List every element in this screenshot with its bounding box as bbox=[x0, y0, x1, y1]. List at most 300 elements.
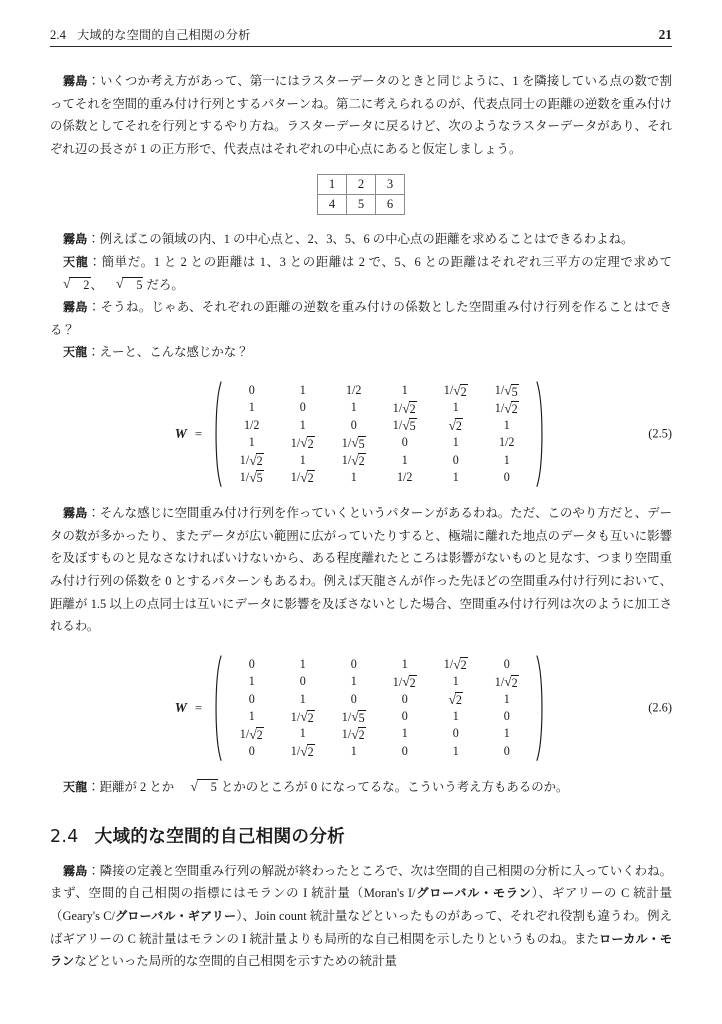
dialogue-text: ）、Join count 統計量などといったものがあって、それぞれ役割も違うわ。例えばギアリーの C 統計量はモランの I 統計量よりも局所的な自己相関を示したりというものね。また bbox=[50, 908, 672, 946]
sqrt-expression bbox=[249, 453, 263, 468]
left-paren-icon bbox=[211, 381, 222, 487]
matrix-cell bbox=[379, 434, 430, 451]
dialogue-paragraph-8 bbox=[50, 860, 672, 973]
fraction-one-over-sqrt: 1/ √ 2 bbox=[443, 657, 467, 673]
fraction-one-over-sqrt: 1/ √ 2 bbox=[290, 709, 314, 725]
matrix-value: 1 bbox=[401, 382, 408, 397]
radical-sign-icon: √ bbox=[504, 383, 512, 399]
fraction-one-over-sqrt: 1/ √ 2 bbox=[239, 452, 263, 469]
raster-grid-table bbox=[317, 174, 405, 215]
matrix-value: 0 bbox=[299, 400, 306, 415]
matrix-value: 1/2 bbox=[345, 382, 362, 397]
speaker-name: 天龍 bbox=[63, 345, 88, 360]
dialogue-text: 距離が 2 とか bbox=[99, 780, 178, 795]
matrix-cell bbox=[277, 725, 328, 742]
dialogue-paragraph-4 bbox=[50, 296, 672, 341]
matrix-value: 1 bbox=[248, 400, 255, 415]
matrix-2-5 bbox=[211, 381, 547, 487]
matrix-cell bbox=[226, 417, 277, 434]
matrix-cell bbox=[481, 382, 532, 399]
matrix-cell bbox=[277, 743, 328, 760]
matrix-cell bbox=[277, 382, 328, 399]
matrix-cell bbox=[379, 382, 430, 399]
matrix-value: 0 bbox=[503, 709, 510, 724]
radicand: 2 bbox=[69, 277, 90, 292]
matrix-cell bbox=[226, 673, 277, 690]
dialogue-text: 隣接の定義と空間重み行列の解説が終わったところで、次は空間的自己相関の分析に入っていくわね。まず、空間的自己相関の指標にはモランの I 統計量（Moran's I/ bbox=[50, 863, 672, 901]
running-head-left bbox=[50, 26, 250, 43]
radicand: 5 bbox=[358, 436, 365, 451]
speaker-colon: ： bbox=[87, 232, 100, 247]
sqrt-expression bbox=[249, 727, 263, 742]
fraction-one-over-sqrt: 1/ √ 2 bbox=[443, 383, 467, 399]
matrix-cell bbox=[328, 673, 379, 690]
matrix-cell bbox=[379, 691, 430, 708]
page-number: 21 bbox=[658, 27, 672, 42]
radicand: 5 bbox=[122, 277, 143, 292]
equation-block-2-5 bbox=[50, 381, 672, 487]
radical-sign-icon: √ bbox=[351, 726, 359, 742]
radicand: 2 bbox=[511, 401, 518, 416]
dialogue-paragraph-1 bbox=[50, 70, 672, 160]
radicand: 2 bbox=[409, 401, 416, 416]
fraction-one-over-sqrt: 1/ √ 5 bbox=[341, 435, 365, 451]
sqrt-expression bbox=[504, 675, 518, 690]
matrix-cell bbox=[277, 452, 328, 469]
sqrt-expression bbox=[453, 657, 467, 672]
dialogue-paragraph-7 bbox=[50, 776, 672, 799]
matrix-cell bbox=[379, 469, 430, 486]
sqrt-expression bbox=[300, 470, 314, 485]
matrix-cell bbox=[379, 452, 430, 469]
matrix-cell bbox=[277, 469, 328, 486]
radicand: 2 bbox=[460, 658, 467, 673]
speaker-name: 天龍 bbox=[63, 780, 88, 795]
equation-core bbox=[175, 381, 547, 487]
radicand: 2 bbox=[256, 454, 263, 469]
matrix-value: 1 bbox=[350, 469, 357, 484]
radicand: 2 bbox=[307, 710, 314, 725]
matrix-value: 1 bbox=[401, 656, 408, 671]
speaker-colon: ： bbox=[87, 345, 100, 360]
matrix-cell bbox=[430, 656, 481, 673]
equation-core bbox=[175, 655, 547, 761]
fraction-one-over-sqrt: 1/ √ 2 bbox=[290, 470, 314, 486]
grid-cell: 6 bbox=[376, 195, 405, 215]
matrix-cell bbox=[379, 673, 430, 690]
fraction-one-over-sqrt: 1/ √ 2 bbox=[392, 674, 416, 690]
matrix-value: 1/2 bbox=[396, 469, 413, 484]
matrix-value: 1 bbox=[401, 726, 408, 741]
matrix-value: 0 bbox=[503, 469, 510, 484]
matrix-cell bbox=[277, 656, 328, 673]
matrix-2-6 bbox=[211, 655, 547, 761]
matrix-cell bbox=[328, 452, 379, 469]
matrix-value: 0 bbox=[503, 743, 510, 758]
matrix-cell bbox=[430, 673, 481, 690]
radicand: 2 bbox=[307, 471, 314, 486]
matrix-cell bbox=[481, 673, 532, 690]
matrix-cell bbox=[226, 469, 277, 486]
dialogue-text: 例えばこの領域の内、1 の中心点と、2、3、5、6 の中心点の距離を求めることはできるわよね。 bbox=[99, 232, 634, 247]
matrix-cell bbox=[277, 417, 328, 434]
matrix-cell bbox=[328, 417, 379, 434]
radical-sign-icon: √ bbox=[300, 470, 308, 486]
matrix-value: 1 bbox=[452, 709, 459, 724]
grid-cell: 2 bbox=[347, 175, 376, 195]
dialogue-text-tail: だろ。 bbox=[143, 277, 184, 292]
matrix-cell bbox=[430, 691, 481, 708]
speaker-name: 霧島 bbox=[63, 300, 88, 315]
speaker-name: 霧島 bbox=[63, 232, 88, 247]
matrix-value: 0 bbox=[452, 452, 459, 467]
matrix-value: 1 bbox=[248, 674, 255, 689]
speaker-colon: ： bbox=[87, 780, 100, 795]
matrix-cell bbox=[277, 673, 328, 690]
matrix-cell bbox=[328, 743, 379, 760]
matrix-row bbox=[226, 452, 532, 469]
matrix-value: 0 bbox=[401, 743, 408, 758]
matrix-value: 1 bbox=[299, 417, 306, 432]
fraction-one-over-sqrt: 1/ √ 2 bbox=[494, 674, 518, 690]
radical-sign-icon: √ bbox=[300, 744, 308, 760]
dialogue-paragraph-3 bbox=[50, 251, 672, 296]
dialogue-text: 簡単だ。1 と 2 との距離は 1、3 との距離は 2 で、5、6 との距離はそれぞれ三平方の定理で求めて bbox=[101, 254, 672, 269]
radical-sign-icon: √ bbox=[249, 470, 257, 486]
radical-sign-icon: √ bbox=[504, 674, 512, 690]
sqrt-expression bbox=[50, 277, 91, 292]
matrix-value: 0 bbox=[452, 726, 459, 741]
matrix-cell bbox=[430, 434, 481, 451]
grid-cell: 5 bbox=[347, 195, 376, 215]
matrix-cell bbox=[226, 434, 277, 451]
matrix-value: 1 bbox=[299, 656, 306, 671]
matrix-row bbox=[226, 656, 532, 673]
fraction-one-over-sqrt: 1/ √ 2 bbox=[239, 726, 263, 742]
matrix-cell bbox=[481, 399, 532, 416]
equation-number: (2.5) bbox=[648, 426, 672, 441]
emphasis-global-moran: グローバル・モラン bbox=[415, 886, 532, 901]
radicand: 2 bbox=[409, 675, 416, 690]
dialogue-text: えーと、こんな感じかな？ bbox=[99, 345, 249, 360]
radicand: 2 bbox=[307, 745, 314, 760]
matrix-cell bbox=[277, 708, 328, 725]
running-head-section-number: 2.4 bbox=[50, 28, 67, 42]
matrix-cell bbox=[328, 691, 379, 708]
matrix-row bbox=[226, 434, 532, 451]
radicand: 2 bbox=[455, 419, 462, 434]
matrix-cell bbox=[328, 382, 379, 399]
sqrt-expression bbox=[351, 436, 365, 451]
radical-sign-icon: √ bbox=[300, 709, 308, 725]
matrix-cell bbox=[481, 469, 532, 486]
radical-sign-icon: √ bbox=[453, 657, 461, 673]
matrix-value: 1 bbox=[299, 691, 306, 706]
matrix-value: 0 bbox=[350, 417, 357, 432]
section-number: 2.4 bbox=[50, 826, 79, 847]
radical-sign-icon: √ bbox=[448, 692, 456, 708]
matrix-rows bbox=[222, 655, 536, 761]
matrix-value: 1 bbox=[248, 435, 255, 450]
matrix-value: 0 bbox=[248, 656, 255, 671]
radicand: 2 bbox=[460, 384, 467, 399]
fraction-one-over-sqrt: 1/ √ 2 bbox=[290, 435, 314, 451]
grid-cell: 1 bbox=[318, 175, 347, 195]
matrix-row bbox=[226, 708, 532, 725]
sqrt-expression bbox=[351, 710, 365, 725]
radical-sign-icon: √ bbox=[63, 276, 71, 292]
spacer bbox=[50, 811, 672, 823]
spacer bbox=[50, 848, 672, 860]
table-row bbox=[318, 195, 405, 215]
speaker-colon: ： bbox=[88, 254, 102, 269]
matrix-cell bbox=[277, 434, 328, 451]
matrix-cell bbox=[226, 708, 277, 725]
speaker-name: 霧島 bbox=[63, 863, 88, 878]
speaker-colon: ： bbox=[87, 74, 100, 88]
matrix-value: 0 bbox=[401, 435, 408, 450]
matrix-value: 1 bbox=[452, 743, 459, 758]
dialogue-text: いくつか考え方があって、第一にはラスターデータのときと同じように、1 を隣接している点の数で割ってそれを空間的重み付け行列とするパターンね。第二に考えられるのが、代表点同士の距離の逆数を重み付けの係数としてそれを行列とするやり方ね。ラスターデータに戻るけど、次のようなラスターデータがあり、それぞれ辺の長さが 1 の正方形で、代表点はそれぞれの中心点にあると仮定しましょう。 bbox=[50, 74, 672, 156]
sqrt-expression bbox=[249, 470, 263, 485]
matrix-cell bbox=[226, 399, 277, 416]
matrix-cell bbox=[328, 469, 379, 486]
matrix-cell bbox=[379, 708, 430, 725]
spacer bbox=[50, 799, 672, 811]
sqrt-expression bbox=[504, 384, 518, 399]
dialogue-paragraph-5 bbox=[50, 341, 672, 364]
matrix-value: 1 bbox=[503, 452, 510, 467]
matrix-value: 0 bbox=[299, 674, 306, 689]
radicand: 2 bbox=[307, 436, 314, 451]
matrix-value: 1 bbox=[503, 726, 510, 741]
dialogue-text: そんな感じに空間重み付け行列を作っていくというパターンがあるわね。ただ、このやり方だと、データの数が多かったり、またデータが広い範囲に広がっていたりすると、極端に離れた地点のデータも互いに影響を及ぼすものと見なさなければいけないから、ある程度離れたところは影響がないものと見なす、つまり空間重み付け行列の係数を 0 とするパターンもあるわ。例えば天龍さんが作った先ほどの空間重み付け行列において、距離が 1.5 以上の点同士は互いにデータに影響を及ぼさないとした場合、空間重み付け行列は次のように加工されるわ。 bbox=[50, 506, 673, 634]
matrix-cell bbox=[481, 434, 532, 451]
matrix-value: 1 bbox=[503, 417, 510, 432]
left-paren-icon bbox=[211, 655, 222, 761]
matrix-cell bbox=[226, 725, 277, 742]
grid-table-wrapper bbox=[50, 174, 672, 215]
matrix-cell bbox=[481, 656, 532, 673]
matrix-cell bbox=[328, 708, 379, 725]
emphasis-local-moran: ローカル・モラン bbox=[50, 931, 672, 969]
matrix-cell bbox=[430, 725, 481, 742]
radical-sign-icon: √ bbox=[351, 709, 359, 725]
matrix-cell bbox=[226, 743, 277, 760]
radical-sign-icon: √ bbox=[402, 418, 410, 434]
matrix-row bbox=[226, 417, 532, 434]
matrix-cell bbox=[379, 743, 430, 760]
matrix-symbol: W bbox=[174, 700, 187, 716]
matrix-row bbox=[226, 691, 532, 708]
matrix-value: 0 bbox=[503, 656, 510, 671]
matrix-value: 1 bbox=[452, 400, 459, 415]
matrix-value: 0 bbox=[350, 691, 357, 706]
matrix-value: 1 bbox=[401, 452, 408, 467]
matrix-cell bbox=[481, 691, 532, 708]
matrix-value: 1 bbox=[350, 743, 357, 758]
matrix-value: 0 bbox=[248, 382, 255, 397]
matrix-value: 1 bbox=[350, 400, 357, 415]
section-heading bbox=[50, 823, 672, 848]
equation-block-2-6 bbox=[50, 655, 672, 761]
matrix-cell bbox=[226, 382, 277, 399]
sqrt-expression bbox=[177, 779, 218, 794]
sqrt-expression bbox=[402, 418, 416, 433]
matrix-value: 1 bbox=[299, 452, 306, 467]
matrix-value: 1 bbox=[350, 674, 357, 689]
sqrt-expression bbox=[453, 384, 467, 399]
matrix-value: 1 bbox=[452, 435, 459, 450]
dialogue-text: ）、ギアリーの C 統計量（Geary's C/ bbox=[50, 886, 672, 923]
radical-sign-icon: √ bbox=[300, 435, 308, 451]
dialogue-text-tail: とかのところが 0 になってるな。こういう考え方もあるのか。 bbox=[217, 780, 569, 795]
matrix-cell bbox=[481, 708, 532, 725]
speaker-colon: ： bbox=[87, 506, 100, 521]
right-paren-icon bbox=[536, 655, 547, 761]
radical-sign-icon: √ bbox=[402, 674, 410, 690]
table-row bbox=[318, 175, 405, 195]
matrix-cell bbox=[379, 399, 430, 416]
emphasis-global-geary: グローバル・ギアリー bbox=[114, 908, 237, 923]
speaker-name: 霧島 bbox=[63, 74, 88, 88]
fraction-one-over-sqrt: 1/ √ 2 bbox=[341, 452, 365, 469]
sqrt-expression bbox=[402, 675, 416, 690]
matrix-cell bbox=[430, 417, 481, 434]
dialogue-paragraph-2 bbox=[50, 228, 672, 251]
sqrt-expression bbox=[449, 417, 463, 434]
matrix-value: 1/2 bbox=[498, 435, 515, 450]
radicand: 5 bbox=[511, 384, 518, 399]
matrix-cell bbox=[226, 656, 277, 673]
radicand: 2 bbox=[256, 727, 263, 742]
fraction-one-over-sqrt: 1/ √ 2 bbox=[494, 400, 518, 416]
dialogue-text: そうね。じゃあ、それぞれの距離の逆数を重み付けの係数とした空間重み付け行列を作ることはできる？ bbox=[50, 300, 672, 337]
page-content bbox=[50, 70, 672, 973]
radicand: 5 bbox=[197, 779, 218, 794]
speaker-name: 天龍 bbox=[63, 254, 89, 269]
fraction-one-over-sqrt: 1/ √ 5 bbox=[392, 418, 416, 434]
equals-sign: = bbox=[194, 426, 203, 442]
running-head bbox=[50, 26, 672, 47]
matrix-cell bbox=[430, 382, 481, 399]
grid-cell: 4 bbox=[318, 195, 347, 215]
sqrt-inner bbox=[449, 418, 463, 433]
matrix-cell bbox=[328, 656, 379, 673]
radical-sign-icon: √ bbox=[448, 418, 456, 434]
matrix-cell bbox=[328, 434, 379, 451]
matrix-cell bbox=[379, 656, 430, 673]
matrix-row bbox=[226, 673, 532, 690]
radicand: 5 bbox=[409, 419, 416, 434]
fraction-one-over-sqrt: 1/ √ 5 bbox=[494, 383, 518, 399]
radical-sign-icon: √ bbox=[115, 276, 124, 292]
matrix-value: 0 bbox=[350, 656, 357, 671]
radicand: 5 bbox=[256, 471, 263, 486]
matrix-value: 0 bbox=[401, 709, 408, 724]
speaker-colon: ： bbox=[87, 863, 100, 878]
matrix-cell bbox=[328, 399, 379, 416]
fraction-one-over-sqrt: 1/ √ 5 bbox=[239, 470, 263, 486]
sqrt-expression bbox=[504, 401, 518, 416]
matrix-cell bbox=[379, 725, 430, 742]
grid-table-body bbox=[318, 175, 405, 215]
matrix-cell bbox=[481, 452, 532, 469]
matrix-value: 0 bbox=[401, 691, 408, 706]
fraction-one-over-sqrt: 1/ √ 2 bbox=[290, 744, 314, 760]
sqrt-expression bbox=[351, 453, 365, 468]
matrix-value: 1 bbox=[503, 691, 510, 706]
matrix-cell bbox=[226, 452, 277, 469]
matrix-symbol: W bbox=[174, 426, 187, 442]
matrix-rows bbox=[222, 381, 536, 487]
radicand: 2 bbox=[358, 454, 365, 469]
sqrt-inner bbox=[449, 692, 463, 707]
matrix-value: 0 bbox=[248, 691, 255, 706]
radical-sign-icon: √ bbox=[351, 435, 359, 451]
matrix-cell bbox=[430, 452, 481, 469]
radical-sign-icon: √ bbox=[351, 452, 359, 468]
sqrt-expression bbox=[300, 710, 314, 725]
running-head-section-title: 大域的な空間的自己相関の分析 bbox=[77, 28, 251, 42]
matrix-value: 1/2 bbox=[243, 417, 260, 432]
radical-sign-icon: √ bbox=[249, 452, 257, 468]
fraction-one-over-sqrt: 1/ √ 5 bbox=[341, 709, 365, 725]
matrix-cell bbox=[481, 743, 532, 760]
radical-sign-icon: √ bbox=[504, 400, 512, 416]
sqrt-expression bbox=[449, 691, 463, 708]
sqrt-expression bbox=[103, 277, 144, 292]
dialogue-text: などといった局所的な空間的自己相関を示すための統計量 bbox=[74, 954, 397, 969]
radical-sign-icon: √ bbox=[249, 726, 257, 742]
sqrt-expression bbox=[351, 727, 365, 742]
matrix-cell bbox=[277, 399, 328, 416]
matrix-row bbox=[226, 382, 532, 399]
radicand: 2 bbox=[511, 675, 518, 690]
matrix-cell bbox=[430, 743, 481, 760]
separator: 、 bbox=[90, 277, 103, 292]
matrix-cell bbox=[277, 691, 328, 708]
radical-sign-icon: √ bbox=[402, 400, 410, 416]
fraction-one-over-sqrt: 1/ √ 2 bbox=[392, 400, 416, 416]
right-paren-icon bbox=[536, 381, 547, 487]
radicand: 5 bbox=[358, 710, 365, 725]
dialogue-paragraph-6 bbox=[50, 502, 672, 638]
matrix-row bbox=[226, 725, 532, 742]
matrix-value: 0 bbox=[248, 743, 255, 758]
radicand: 2 bbox=[455, 693, 462, 708]
matrix-row bbox=[226, 399, 532, 416]
radicand: 2 bbox=[358, 727, 365, 742]
matrix-value: 1 bbox=[248, 709, 255, 724]
matrix-cell bbox=[328, 725, 379, 742]
matrix-value: 1 bbox=[299, 382, 306, 397]
matrix-cell bbox=[226, 691, 277, 708]
speaker-name: 霧島 bbox=[63, 506, 88, 521]
fraction-one-over-sqrt: 1/ √ 2 bbox=[341, 726, 365, 742]
section-title: 大域的な空間的自己相関の分析 bbox=[94, 826, 346, 847]
matrix-cell bbox=[430, 469, 481, 486]
radical-sign-icon: √ bbox=[190, 779, 198, 795]
matrix-cell bbox=[481, 725, 532, 742]
sqrt-expression bbox=[402, 401, 416, 416]
sqrt-expression bbox=[300, 744, 314, 759]
matrix-cell bbox=[430, 399, 481, 416]
speaker-colon: ： bbox=[87, 300, 101, 315]
matrix-value: 1 bbox=[299, 726, 306, 741]
matrix-row bbox=[226, 743, 532, 760]
radical-sign-icon: √ bbox=[453, 383, 461, 399]
